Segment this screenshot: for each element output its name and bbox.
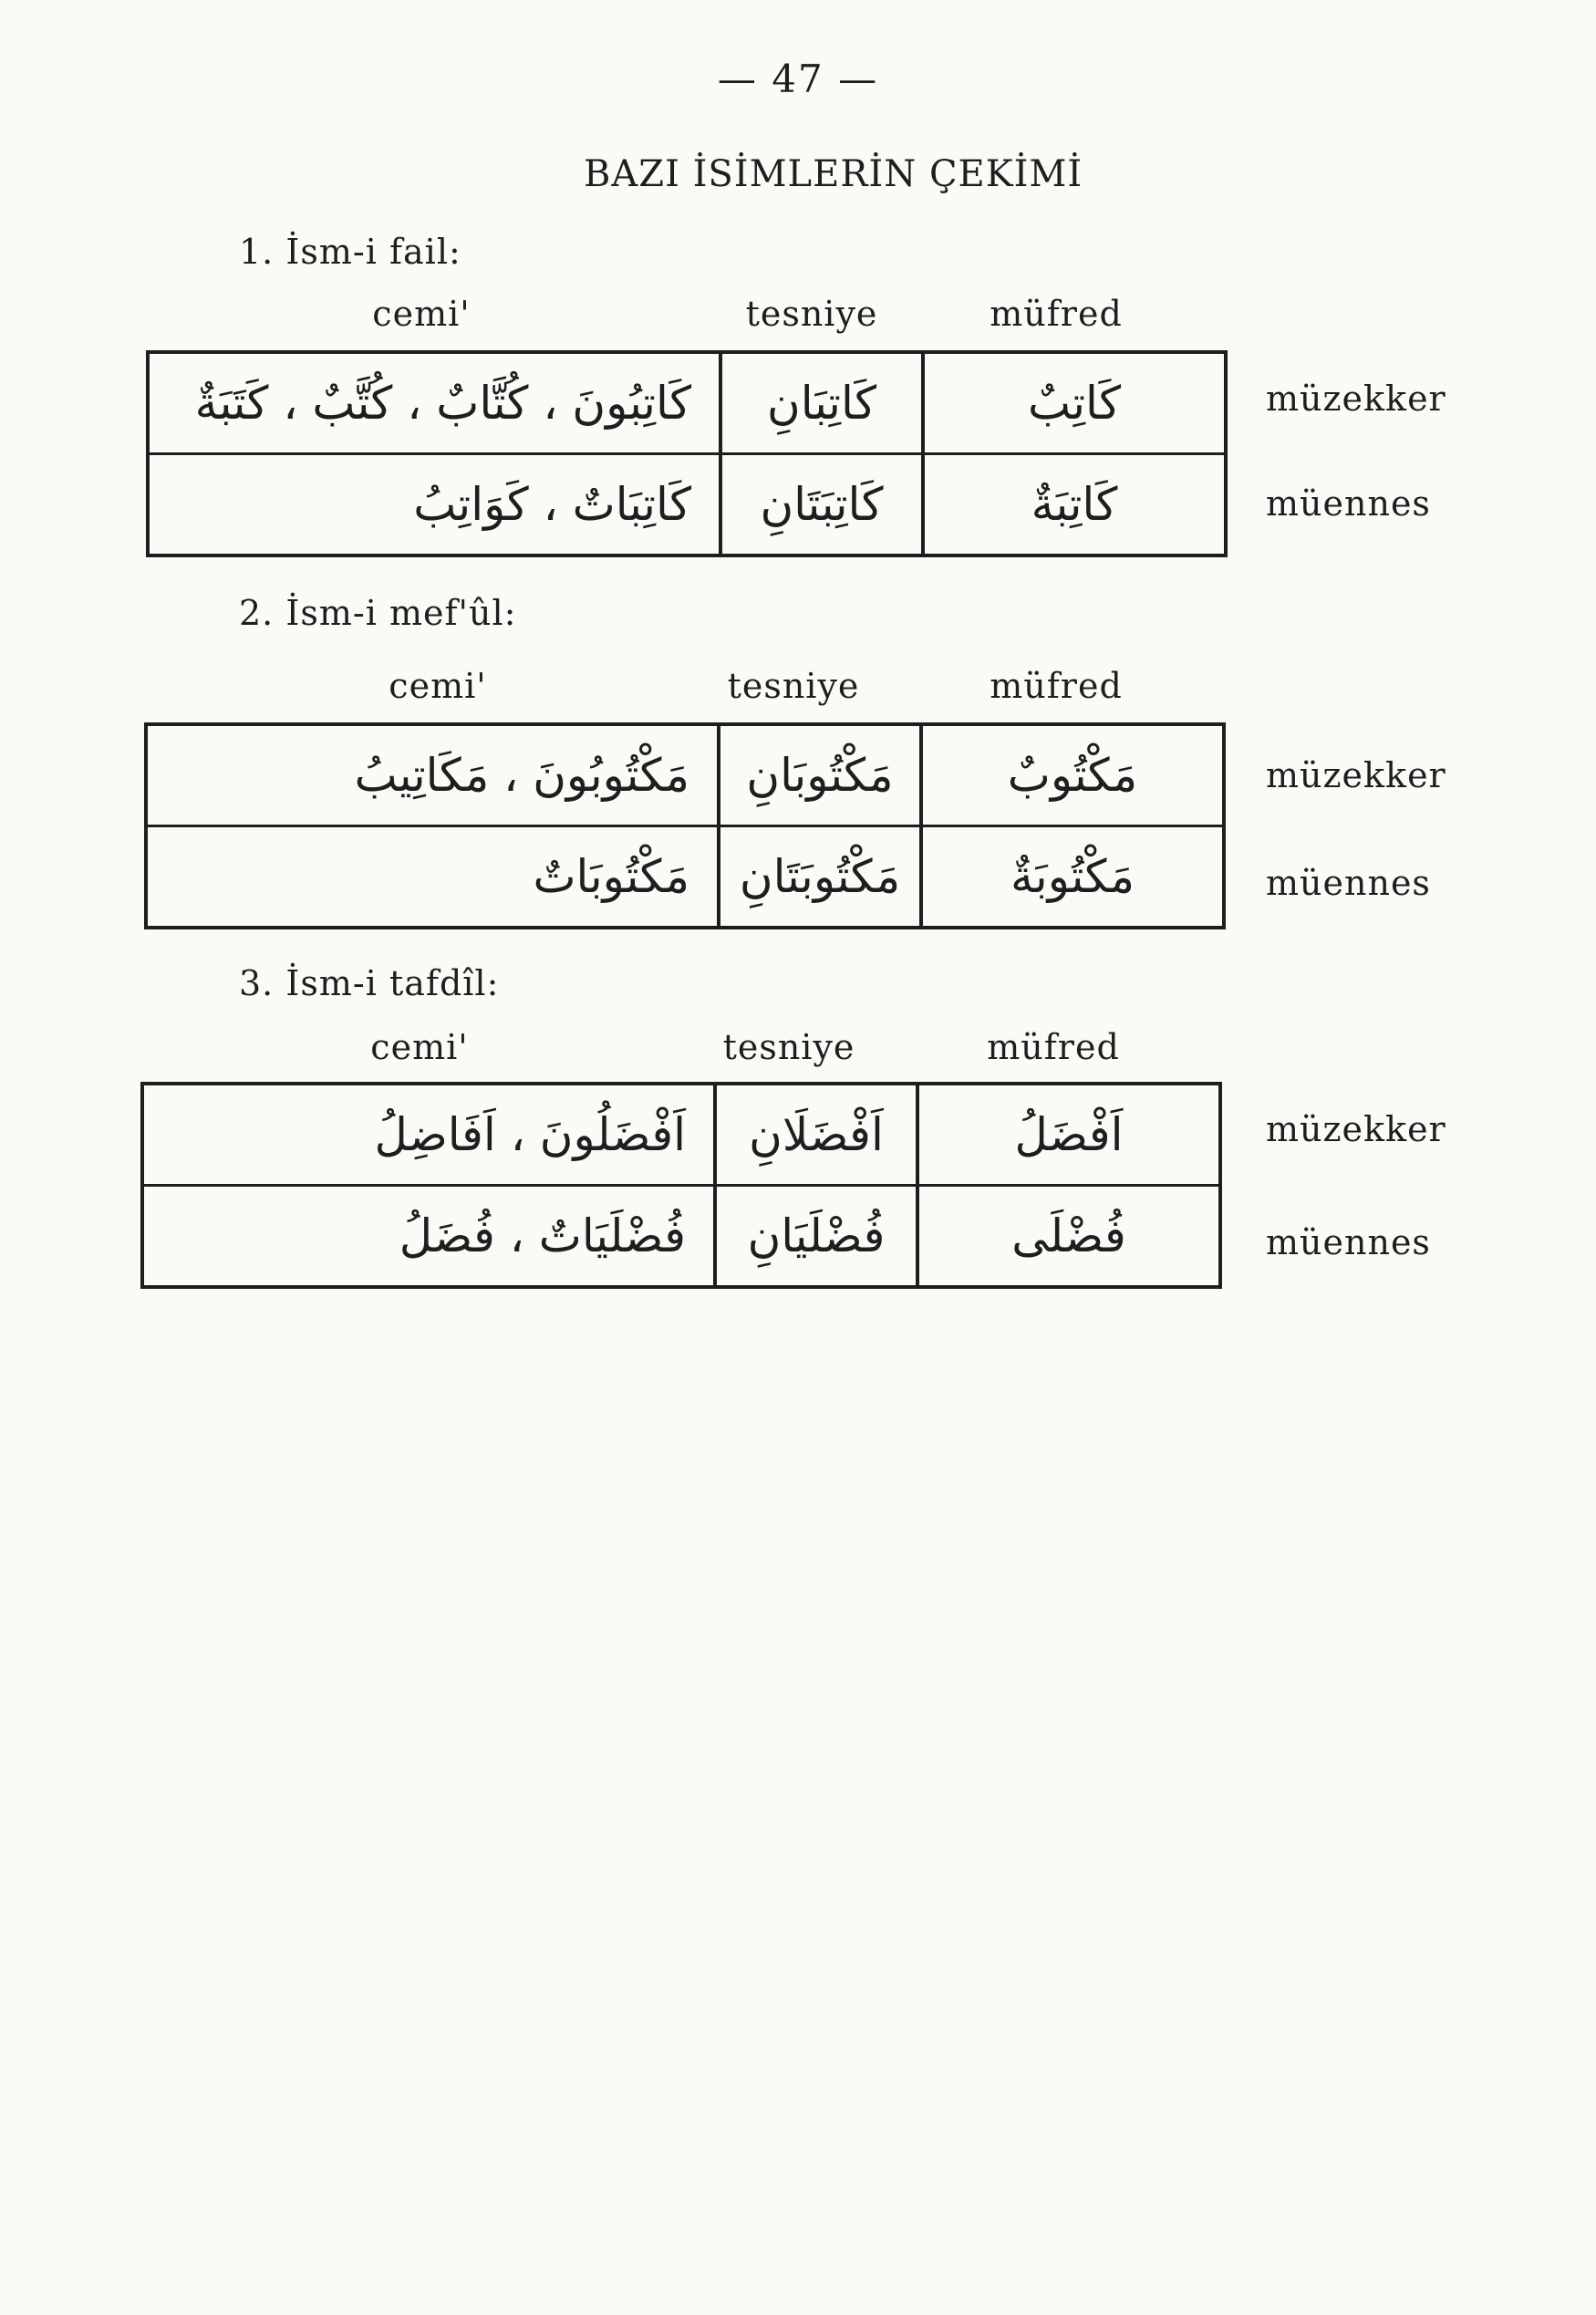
section-2-label-feminine: müennes [1266,863,1431,903]
page-number: — 47 — [717,57,879,101]
cell-plural: اَفْضَلُونَ ، اَفَاضِلُ [142,1084,715,1186]
section-3-label-feminine: müennes [1266,1222,1431,1262]
section-3-head-singular: müfred [987,1027,1120,1067]
table-row-feminine [146,826,1224,929]
section-1-head-dual: tesniye [745,294,878,334]
page-title: BAZI İSİMLERİN ÇEKİMİ [584,153,1083,195]
cell-plural: كَاتِبَاتٌ ، كَوَاتِبُ [148,454,720,556]
table-row-masculine [142,1084,1220,1186]
cell-plural: فُضْلَيَاتٌ ، فُضَلُ [142,1186,715,1288]
cell-singular: اَفْضَلُ [917,1084,1220,1186]
cell-singular: مَكْتُوبٌ [921,724,1224,826]
cell-dual: كَاتِبَتَانِ [720,454,923,556]
section-1-head-plural: cemi' [372,294,471,334]
section-1-label: 1. İsm-i fail: [239,232,461,272]
section-1-head-singular: müfred [990,294,1123,334]
cell-plural: كَاتِبُونَ ، كُتَّابٌ ، كُتَّبٌ ، كَتَبَةٌ [148,352,720,454]
table-row-feminine [142,1186,1220,1288]
cell-dual: اَفْضَلَانِ [715,1084,917,1186]
section-3-head-plural: cemi' [370,1027,469,1067]
section-2-label: 2. İsm-i mef'ûl: [239,593,517,633]
section-1-label-masculine: müzekker [1266,379,1446,419]
cell-plural: مَكْتُوبُونَ ، مَكَاتِيبُ [146,724,719,826]
cell-singular: مَكْتُوبَةٌ [921,826,1224,929]
section-3-table [140,1082,1222,1289]
cell-singular: كَاتِبٌ [923,352,1226,454]
cell-plural: مَكْتُوبَاتٌ [146,826,719,929]
section-3-label-masculine: müzekker [1266,1109,1446,1149]
cell-dual: مَكْتُوبَانِ [719,724,921,826]
cell-dual: مَكْتُوبَتَانِ [719,826,921,929]
cell-dual: كَاتِبَانِ [720,352,923,454]
section-2-head-dual: tesniye [727,666,860,706]
section-3-head-dual: tesniye [722,1027,855,1067]
section-2-head-plural: cemi' [389,666,487,706]
section-3-label: 3. İsm-i tafdîl: [239,963,500,1003]
section-2-label-masculine: müzekker [1266,755,1446,795]
section-1-label-feminine: müennes [1266,483,1431,524]
section-2-head-singular: müfred [990,666,1123,706]
section-1-table [146,350,1228,557]
section-2-table [144,722,1226,929]
cell-dual: فُضْلَيَانِ [715,1186,917,1288]
table-row-feminine [148,454,1226,556]
table-row-masculine [146,724,1224,826]
cell-singular: فُضْلَى [917,1186,1220,1288]
table-row-masculine [148,352,1226,454]
cell-singular: كَاتِبَةٌ [923,454,1226,556]
